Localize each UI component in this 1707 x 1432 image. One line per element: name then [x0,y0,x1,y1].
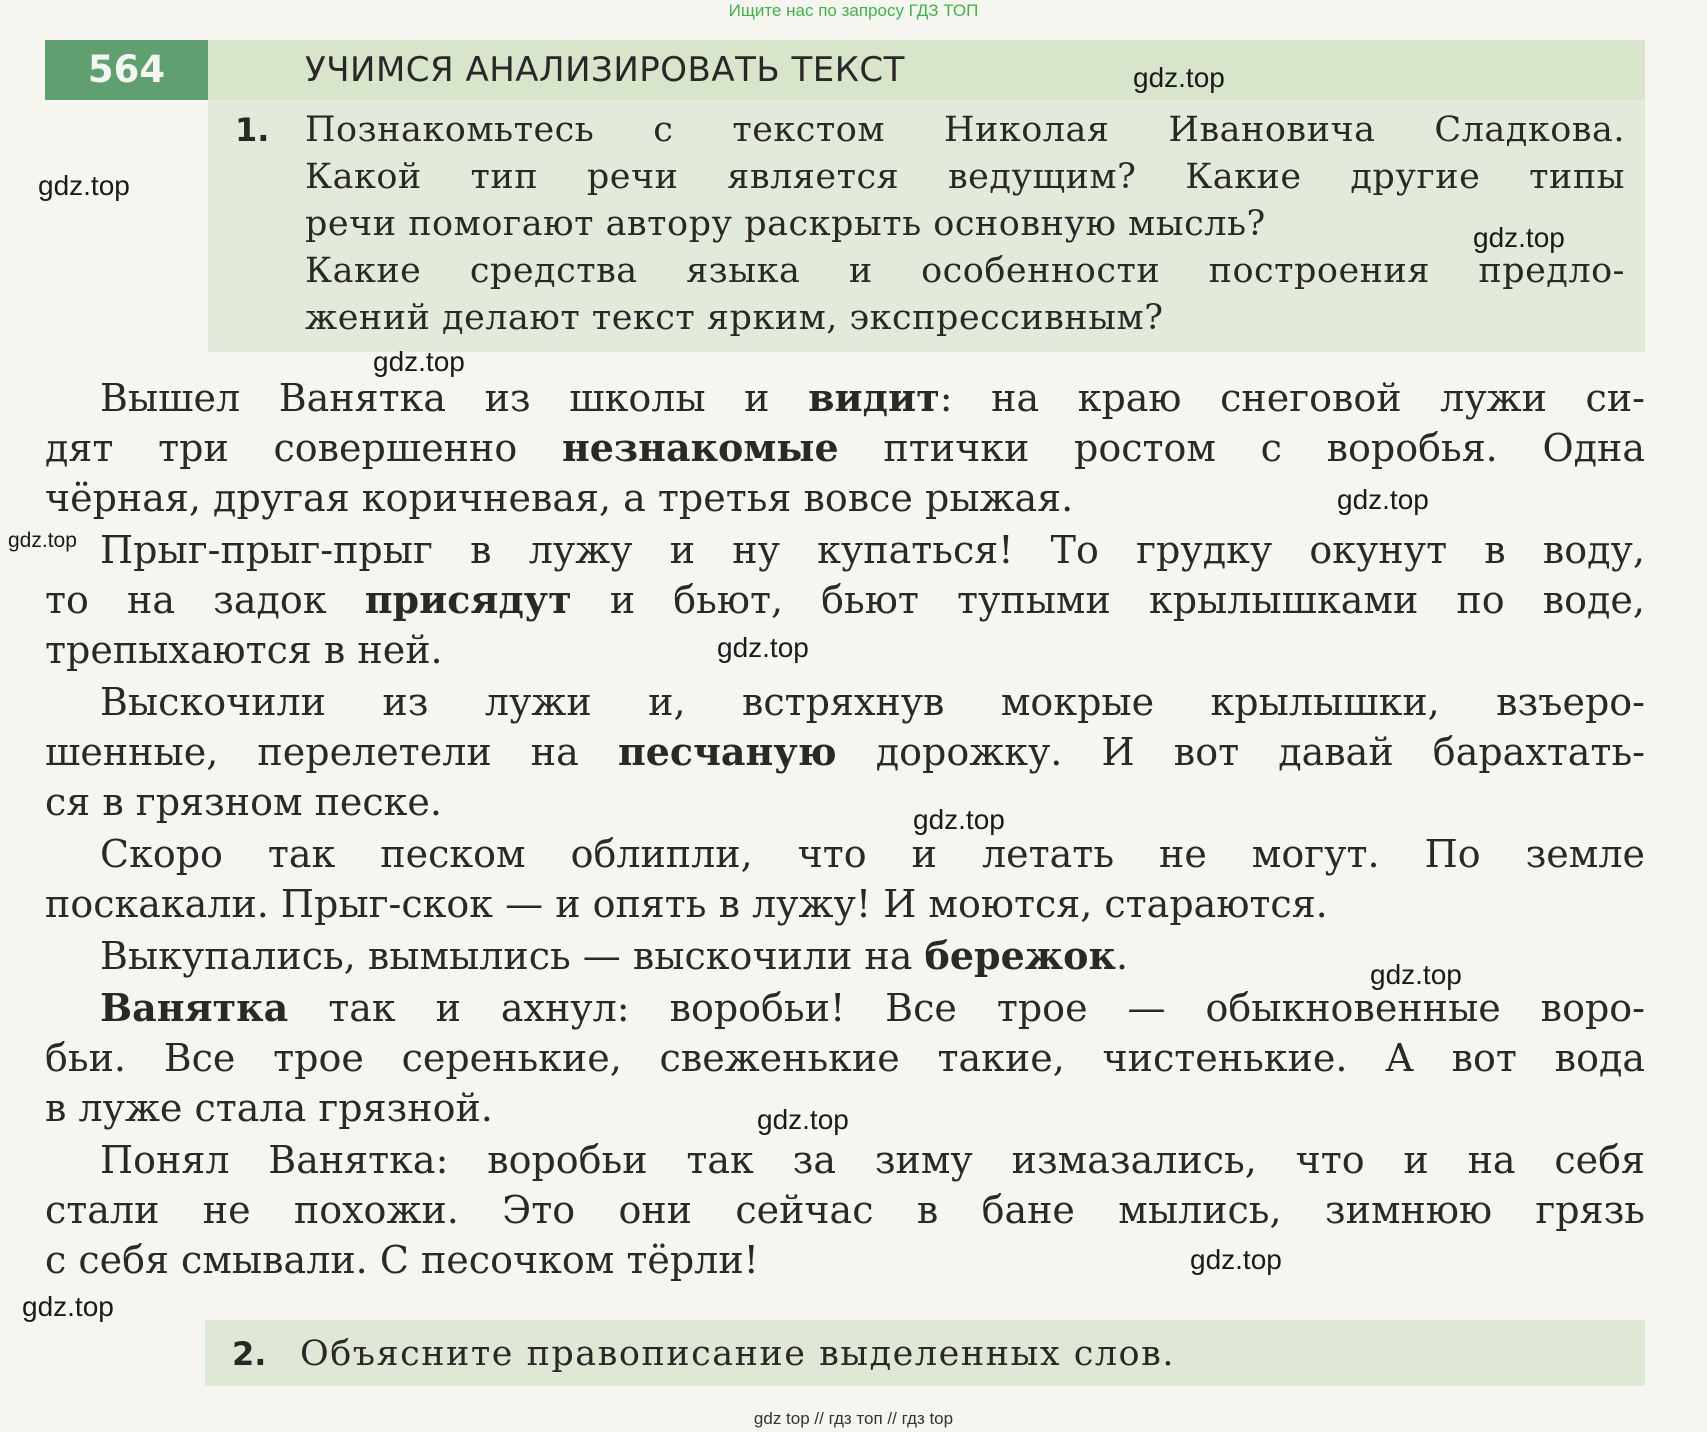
watermark: gdz.top [1337,484,1429,515]
text-line: Ванятка так и ахнул: воробьи! Все трое — обыкновенные воро- [100,985,1645,1030]
text-line: Вышел Ванятка из школы и видит: на краю снеговой лужи си- [100,375,1645,420]
watermark: gdz.top [1133,62,1225,93]
watermark: gdz.top [38,170,130,201]
task1-line: жений делают текст ярким, экспрессивным? [305,298,1164,338]
watermark: gdz.top [913,804,1005,835]
text-line: шенные, перелетели на песчаную дорожку. И вот давай барахтать- [45,729,1645,774]
task1-line: Познакомьтесь с текстом Николая Ивановича Сладкова. [305,110,1625,150]
watermark: gdz.top [717,632,809,663]
watermark: gdz.top [1190,1244,1282,1275]
bottom-note: gdz top // гдз топ // гдз top [753,1409,954,1428]
watermark: gdz.top [8,529,77,552]
text-line: в луже стала грязной. [45,1086,493,1130]
task1-line: Какие средства языка и особенности построения предло- [305,251,1625,291]
text-line: Скоро так песком облипли, что и летать не могут. По земле [100,832,1645,876]
exercise-title: УЧИМСЯ АНАЛИЗИРОВАТЬ ТЕКСТ [305,50,905,90]
watermark: gdz.top [1473,222,1565,253]
watermark: gdz.top [373,346,465,377]
watermark: gdz.top [757,1104,849,1135]
text-line: стали не похожи. Это они сейчас в бане мылись, зимнюю грязь [45,1188,1645,1232]
task1-line: Какой тип речи является ведущим? Какие другие типы [305,157,1625,197]
highlighted-word: присядут [364,577,572,622]
text-line: Прыг-прыг-прыг в лужу и ну купаться! То грудку окунут в воду, [100,528,1645,572]
task1-number: 1. [235,111,270,149]
text-line: Выкупались, вымылись — выскочили на бережок. [100,933,1129,978]
highlighted-word: незнакомые [561,425,839,470]
highlighted-word: Ванятка [100,985,289,1030]
task2-number: 2. [232,1335,267,1373]
text-line: дят три совершенно незнакомые птички ростом с воробья. Одна [45,425,1645,470]
highlighted-word: бережок [924,933,1116,978]
text-line: трепыхаются в ней. [45,628,443,672]
text-line: с себя смывали. С песочком тёрли! [45,1238,759,1282]
task1-line: речи помогают автору раскрыть основную мысль? [305,204,1266,244]
text-line: чёрная, другая коричневая, а третья вовсе рыжая. [45,476,1074,520]
text-line: то на задок присядут и бьют, бьют тупыми крылышками по воде, [45,577,1645,622]
task2-text: Объясните правописание выделенных слов. [300,1334,1175,1374]
highlighted-word: видит [808,375,940,420]
text-line: Понял Ванятка: воробьи так за зиму измазались, что и на себя [100,1138,1645,1182]
text-line: ся в грязном песке. [45,780,442,824]
top-search-note: Ищите нас по запросу ГДЗ ТОП [728,1,979,20]
exercise-number: 564 [45,40,208,100]
text-line: Выскочили из лужи и, встряхнув мокрые крылышки, взъеро- [100,680,1645,724]
highlighted-word: песчаную [617,729,837,774]
text-line: поскакали. Прыг-скок — и опять в лужу! И моются, стараются. [45,882,1328,926]
watermark: gdz.top [22,1291,114,1322]
watermark: gdz.top [1370,959,1462,990]
text-line: бьи. Все трое серенькие, свеженькие такие, чистенькие. А вот вода [45,1036,1645,1080]
